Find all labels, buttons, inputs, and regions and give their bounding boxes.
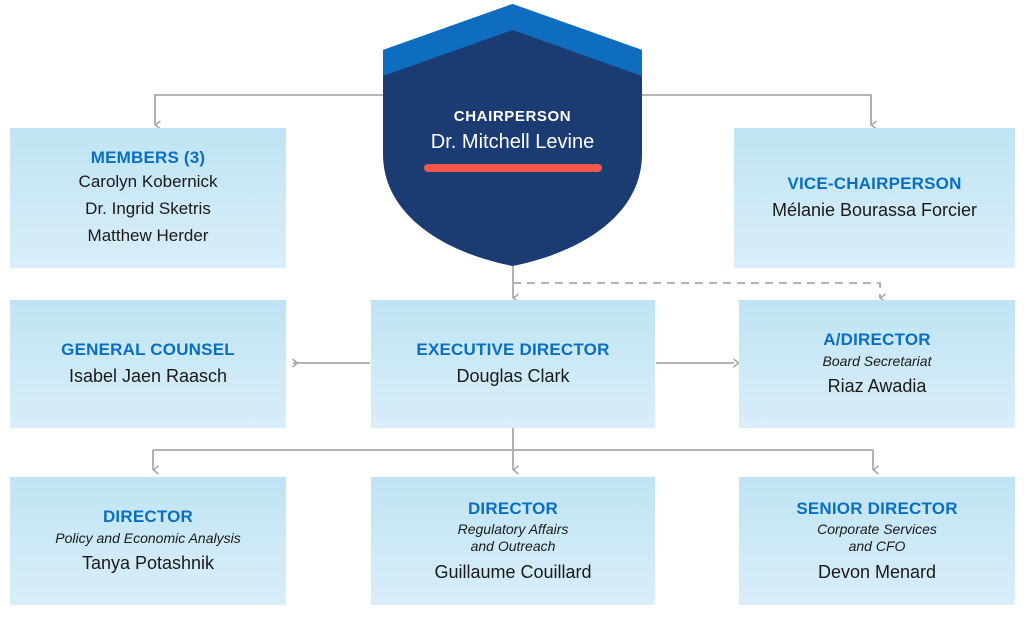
senior-director-subtitle-line1: Corporate Services xyxy=(817,520,937,537)
director-policy-subtitle: Policy and Economic Analysis xyxy=(55,529,241,546)
node-executive-director xyxy=(371,300,655,428)
node-senior-director xyxy=(739,477,1015,605)
node-chairperson xyxy=(383,4,642,266)
executive-director-name: Douglas Clark xyxy=(456,366,570,387)
senior-director-subtitle-line2: and CFO xyxy=(848,538,906,555)
node-director-policy xyxy=(10,477,286,605)
chairperson-name: Dr. Mitchell Levine xyxy=(430,131,595,153)
node-general-counsel xyxy=(10,300,286,428)
node-vice-chairperson xyxy=(734,128,1015,268)
vice-chairperson-title: VICE-CHAIRPERSON xyxy=(787,174,962,194)
member-name: Matthew Herder xyxy=(87,226,209,246)
senior-director-title: SENIOR DIRECTOR xyxy=(796,498,958,518)
executive-director-title: EXECUTIVE DIRECTOR xyxy=(416,340,610,360)
senior-director-name: Devon Menard xyxy=(817,561,937,582)
general-counsel-name: Isabel Jaen Raasch xyxy=(68,366,228,387)
a-director-subtitle: Board Secretariat xyxy=(822,352,932,369)
director-policy-name: Tanya Potashnik xyxy=(81,553,215,574)
shield-shape xyxy=(383,4,642,266)
director-regulatory-title: DIRECTOR xyxy=(467,498,559,518)
director-regulatory-name: Guillaume Couillard xyxy=(434,561,592,582)
director-regulatory-subtitle-line1: Regulatory Affairs xyxy=(457,520,569,537)
director-regulatory-subtitle-line2: and Outreach xyxy=(470,538,556,555)
node-a-director xyxy=(739,300,1015,428)
director-policy-title: DIRECTOR xyxy=(102,507,194,527)
general-counsel-title: GENERAL COUNSEL xyxy=(61,340,235,360)
chairperson-title: CHAIRPERSON xyxy=(453,108,572,125)
node-members xyxy=(10,128,286,268)
a-director-name: Riaz Awadia xyxy=(827,376,927,397)
node-director-regulatory xyxy=(371,477,655,605)
members-title: MEMBERS (3) xyxy=(90,147,206,167)
member-name: Dr. Ingrid Sketris xyxy=(85,199,211,219)
a-director-title: A/DIRECTOR xyxy=(823,330,931,350)
vice-chairperson-name: Mélanie Bourassa Forcier xyxy=(771,200,978,221)
member-name: Carolyn Kobernick xyxy=(78,171,218,191)
